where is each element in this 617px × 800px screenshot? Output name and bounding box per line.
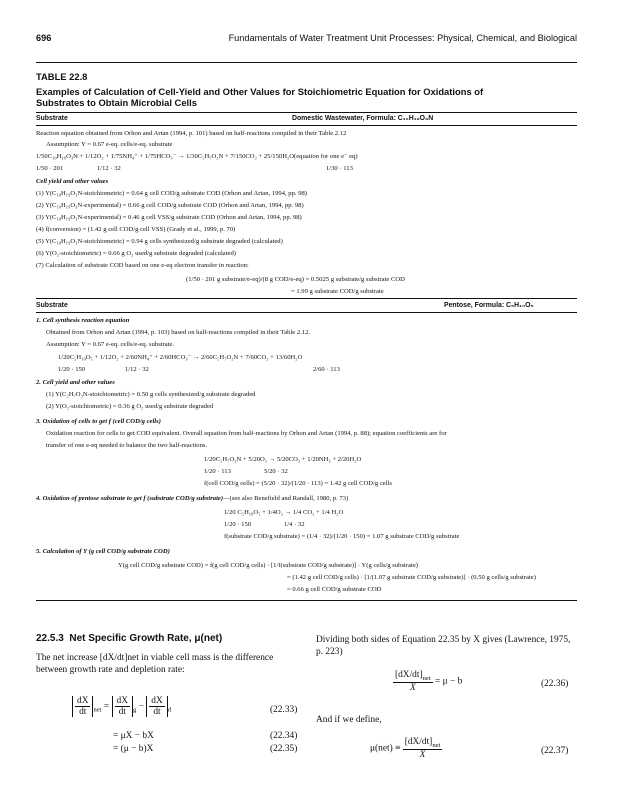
equation-22-34: = μX − bX bbox=[113, 731, 154, 741]
pentose-3-f-result: f(cell COD/g cells) = (5/20 · 32)/(1/20 · 113) = 1.42 g cell COD/g cells bbox=[204, 480, 392, 487]
domestic-item-5: (5) Y(C₁₀H₁₉O₃N-stoichiometric) = 0.94 g cells synthesized/g substrate degraded (calculated) bbox=[36, 238, 283, 245]
equation-22-37: μ(net) ≡ $\frac{[dX/dt]_{net}}{X}$ bbox=[370, 737, 441, 760]
pentose-section-1-heading: 1. Cell synthesis reaction equation bbox=[36, 317, 130, 324]
section-paragraph-right-1: Dividing both sides of Equation 22.35 by X gives (Lawrence, 1975, p. 223) bbox=[316, 635, 571, 657]
pentose-3-equation: 1/20C₅H₇O₂N + 5/20O₂ → 5/20CO₂ + 1/20NH₃ + 2/20H₂O bbox=[204, 456, 362, 463]
pentose-section-3-heading: 3. Oxidation of cells to get f (cell COD/g cells) bbox=[36, 418, 161, 425]
subheader-rule-2b bbox=[36, 312, 577, 313]
col-header-substrate-2: Substrate bbox=[36, 302, 68, 309]
domestic-mw-1: 1/50 · 201 bbox=[36, 165, 64, 172]
subheader-rule-1 bbox=[36, 125, 577, 126]
book-title: Fundamentals of Water Treatment Unit Processes: Physical, Chemical, and Biological bbox=[228, 33, 577, 43]
pentose-5-line-3: = 0.66 g cell COD/g substrate COD bbox=[287, 586, 382, 593]
equation-22-36-rhs: = μ − b bbox=[435, 676, 463, 687]
equation-22-37-lhs: μ(net) ≡ bbox=[370, 743, 401, 754]
pentose-5-line-1: Y(g cell COD/g substrate COD) = f(g cell COD/g cells) · [1/f(substrate COD/g substrate)] · Y(g cells/g substrate) bbox=[118, 562, 418, 569]
equation-number-22-37: (22.37) bbox=[541, 746, 569, 756]
pentose-4-head-tail: —(see also Benefield and Randall, 1980, p. 73) bbox=[223, 495, 349, 502]
table-top-rule bbox=[36, 112, 577, 113]
domestic-calc-2: = 1.99 g substrate COD/g substrate bbox=[291, 288, 384, 295]
table-bottom-rule bbox=[36, 600, 577, 601]
pentose-4-equation: 1/20 C₅H₁₀O₅ + 1/4O₂ → 1/4 CO₂ + 1/4 H₂O bbox=[224, 509, 344, 516]
subheader-rule-2a bbox=[36, 298, 577, 299]
section-number: 22.5.3 bbox=[36, 633, 64, 644]
table-label: TABLE 22.8 bbox=[36, 71, 88, 82]
section-paragraph-right-2: And if we define, bbox=[316, 715, 382, 725]
pentose-1-source: Obtained from Orhon and Artan (1994, p. 103) based on half-reactions compiled in their Table 2.12. bbox=[46, 329, 311, 336]
domestic-item-6: (6) Y(O₂-stoichiometric) = 0.66 g O₂ used/g substrate degraded (calculated) bbox=[36, 250, 236, 257]
equation-number-22-35: (22.35) bbox=[270, 744, 298, 754]
equation-number-22-36: (22.36) bbox=[541, 679, 569, 689]
pentose-section-2-heading: 2. Cell yield and other values bbox=[36, 379, 115, 386]
pentose-1-mw-1: 1/20 · 150 bbox=[58, 366, 86, 373]
pentose-4-mw-1: 1/20 · 150 bbox=[224, 521, 252, 528]
pentose-5-line-2: = (1.42 g cell COD/g cells) · [1/(1.07 g substrate COD/g substrate)] · (0.50 g cells/g substrate) bbox=[287, 574, 536, 581]
running-header bbox=[36, 33, 577, 47]
domestic-mw-3: 1/30 · 113 bbox=[326, 165, 353, 172]
domestic-line-equation: 1/50C₁₀H₁₉O₃N + 1/12O₂ + 1/75NH₄⁺ + 1/75HCO₃⁻ → 1/30C₅H₇O₂N + 7/150CO₂ + 25/150H₂O(equation for one e⁻ eq) bbox=[36, 153, 358, 160]
domestic-calc-1: (1/50 · 201 g substrate/e-eq)/(8 g COD/e-eq) = 0.5025 g substrate/g substrate COD bbox=[186, 276, 405, 283]
pentose-4-f-result: f(substrate COD/g substrate) = (1/4 · 32)/(1/20 · 150) = 1.07 g substrate COD/g substrate bbox=[224, 533, 460, 540]
table-caption: Examples of Calculation of Cell-Yield and Other Values for Stoichiometric Equation for Oxidations of Substrates to Obtain Microbial Cells bbox=[36, 86, 484, 108]
section-title: Net Specific Growth Rate, μ(net) bbox=[69, 633, 223, 644]
col-header-substrate: Substrate bbox=[36, 115, 68, 122]
header-rule bbox=[36, 62, 577, 63]
pentose-1-mw-2: 1/12 · 32 bbox=[125, 366, 149, 373]
domestic-mw-2: 1/12 · 32 bbox=[97, 165, 121, 172]
equation-number-22-34: (22.34) bbox=[270, 731, 298, 741]
pentose-3-mw-2: 5/20 · 32 bbox=[264, 468, 288, 475]
section-heading bbox=[36, 633, 222, 644]
domestic-cell-yield-heading: Cell yield and other values bbox=[36, 178, 109, 185]
equation-22-33: $\frac{dX}{dt}$ $_{net}$ = $\frac{dX}{dt}$ $_g$ − $\frac{dX}{dt}$ $_d$ bbox=[72, 696, 171, 717]
pentose-3-text-1: Oxidation reaction for cells to get COD equivalent. Overall equation from half-reactions by Orhon and Artan (1994, p. 88); equation coefficients are for bbox=[46, 430, 447, 437]
pentose-4-head-text: 4. Oxidation of pentose substrate to get f (substrate COD/g substrate) bbox=[36, 495, 224, 502]
pentose-3-mw-1: 1/20 · 113 bbox=[204, 468, 231, 475]
equation-22-35: = (μ − b)X bbox=[113, 744, 154, 754]
pentose-2-item-2: (2) Y(O₂-stoichiometric) = 0.36 g O₂ used/g substrate degraded bbox=[46, 403, 214, 410]
domestic-item-4: (4) f(conversion) = (1.42 g cell COD/g cell VSS) (Grady et al., 1999, p. 70) bbox=[36, 226, 236, 233]
pentose-1-equation: 1/20C₅H₁₀O₅ + 1/12O₂ + 2/60NH₄⁺ + 2/60HCO₃⁻ → 2/60C₅H₇O₂N + 7/60CO₂ + 13/60H₂O bbox=[58, 354, 303, 361]
pentose-section-5-heading: 5. Calculation of Y (g cell COD/g substrate COD) bbox=[36, 548, 170, 555]
domestic-item-1: (1) Y(C₁₀H₁₉O₃N-stoichiometric) = 0.64 g cell COD/g substrate COD (Orhon and Artan, 1994, pp. 98) bbox=[36, 190, 307, 197]
domestic-line-assumption: Assumption: Y = 0.67 e-eq. cells/e-eq. substrate bbox=[46, 141, 173, 148]
domestic-line-source: Reaction equation obtained from Orhon and Artan (1994, p. 101) based on half-reactions compiled in their Table 2.12 bbox=[36, 130, 347, 137]
col-header-pentose: Pentose, Formula: C₅H₁₀O₅ bbox=[444, 302, 534, 309]
equation-22-36: $\frac{[dX/dt]_{net}}{X}$ = μ − b bbox=[395, 670, 463, 693]
pentose-4-mw-2: 1/4 · 32 bbox=[284, 521, 305, 528]
section-paragraph-1: The net increase [dX/dt]net in viable cell mass is the difference between growth rate and depletion rate: bbox=[36, 653, 274, 675]
pentose-1-assumption: Assumption: Y = 0.67 e-eq. cells/e-eq. substrate. bbox=[46, 341, 175, 348]
equation-number-22-33: (22.33) bbox=[270, 705, 298, 715]
col-header-domestic: Domestic Wastewater, Formula: C₁₀H₁₉O₃N bbox=[292, 115, 434, 122]
domestic-item-3: (3) Y(C₁₀H₁₉O₃N-experimental) = 0.46 g cell VSS/g substrate COD (Orhon and Artan, 1994, pp. 98) bbox=[36, 214, 302, 221]
domestic-item-2: (2) Y(C₁₀H₁₉O₃N-experimental) = 0.66 g cell COD/g substrate COD (Orhon and Artan, 1994, pp. 98) bbox=[36, 202, 304, 209]
domestic-item-7: (7) Calculation of substrate COD based on one e-eq electron transfer in reaction: bbox=[36, 262, 249, 269]
pentose-section-4-heading bbox=[36, 495, 348, 503]
pentose-1-mw-3: 2/60 · 113 bbox=[313, 366, 340, 373]
page-number: 696 bbox=[36, 33, 52, 43]
pentose-2-item-1: (1) Y(C₅H₇O₂N-stoichiometric) = 0.50 g cells synthesized/g substrate degraded bbox=[46, 391, 256, 398]
pentose-3-text-2: transfer of one e-eq needed to balance the two half-reactions. bbox=[46, 442, 208, 449]
